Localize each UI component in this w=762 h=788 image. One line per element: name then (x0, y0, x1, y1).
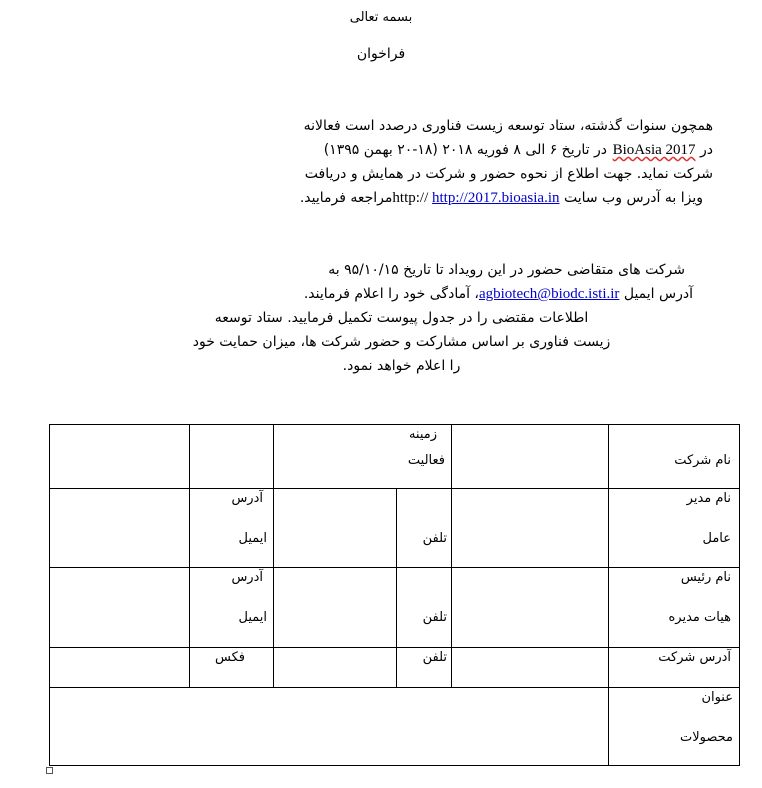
fax-label-cell (190, 648, 274, 688)
phone-label: تلفن (422, 531, 447, 546)
phone-value-cell[interactable] (274, 489, 397, 568)
intro-line-2-b: در تاریخ ۶ الی ۸ فوریه ۲۰۱۸ (۱۸-۲۰ بهمن ۱۳۹۵) (323, 142, 613, 158)
products-label-line-2: محصولات (680, 730, 733, 745)
bismillah-heading: بسمه تعالی (349, 10, 413, 25)
field-value-cell[interactable] (452, 425, 609, 489)
table-row-chair (50, 568, 740, 648)
address-label: آدرس (231, 570, 263, 585)
ceo-label-cell (609, 489, 740, 568)
intro-line-2 (324, 142, 713, 159)
field-label-cell (274, 425, 452, 489)
chair-label-line-2: هیات مدیره (668, 610, 731, 625)
ceo-label-line-1: نام مدیر (686, 491, 731, 506)
phone-value-cell[interactable] (274, 568, 397, 648)
call-line-2-a: آدرس ایمیل (619, 286, 693, 302)
field-label-line-2: فعالیت (407, 453, 445, 468)
url-prefix: http:// (392, 190, 429, 206)
company-address-label-cell (609, 648, 740, 688)
intro-line-4-b: مراجعه فرمایید. (299, 190, 393, 206)
address-email-label-cell (190, 489, 274, 568)
ceo-value-cell[interactable] (452, 489, 609, 568)
address-email-label-cell (190, 568, 274, 648)
company-name-label: نام شرکت (674, 453, 731, 468)
company-address-value-cell[interactable] (452, 648, 609, 688)
cell-empty[interactable] (50, 425, 190, 489)
call-line-5: را اعلام خواهد نمود. (342, 358, 461, 374)
chair-value-cell[interactable] (452, 568, 609, 648)
phone-label: تلفن (422, 650, 447, 665)
paragraph-intro (90, 118, 713, 213)
chair-label-line-1: نام رئیس (680, 570, 731, 585)
fax-value-cell[interactable] (50, 648, 190, 688)
company-address-label: آدرس شرکت (658, 650, 731, 665)
email-label: ایمیل (238, 610, 267, 625)
email-link[interactable]: agbiotech@biodc.isti.ir (478, 286, 620, 302)
intro-line-2-a: در (695, 142, 713, 158)
paragraph-call (90, 262, 713, 380)
bioasia-link[interactable]: http://2017.bioasia.in (432, 190, 560, 206)
intro-line-3: شرکت نماید. جهت اطلاع از نحوه حضور و شرکت در همایش و دریافت (304, 166, 713, 182)
intro-line-1: همچون سنوات گذشته، ستاد توسعه زیست فناوری درصدد است فعالانه (303, 118, 713, 134)
products-label-line-1: عنوان (701, 690, 733, 705)
call-line-1: شرکت های متقاضی حضور در این رویداد تا تاریخ ۹۵/۱۰/۱۵ به (328, 262, 685, 278)
chair-label-cell (609, 568, 740, 648)
phone-value-cell[interactable] (274, 648, 397, 688)
call-line-3: اطلاعات مقتضی را در جدول پیوست تکمیل فرمایید. ستاد توسعه (214, 310, 589, 326)
cell-empty[interactable] (190, 425, 274, 489)
table-row-company (50, 425, 740, 489)
table-row-address (50, 648, 740, 688)
phone-label-cell (397, 648, 452, 688)
phone-label-cell (397, 568, 452, 648)
call-line-2-b: ، آمادگی خود را اعلام فرمایند. (303, 286, 479, 302)
phone-label-cell (397, 489, 452, 568)
intro-line-4 (300, 190, 703, 207)
products-label-cell (609, 688, 740, 766)
table-row-products (50, 688, 740, 766)
ceo-label-line-2: عامل (702, 531, 731, 546)
intro-line-4-a: ویزا به آدرس وب سایت (559, 190, 703, 206)
event-name: BioAsia 2017 (612, 142, 696, 158)
address-email-value-cell[interactable] (50, 568, 190, 648)
email-label: ایمیل (238, 531, 267, 546)
address-label: آدرس (231, 491, 263, 506)
address-email-value-cell[interactable] (50, 489, 190, 568)
table-row-ceo (50, 489, 740, 568)
fax-label: فکس (215, 650, 245, 665)
phone-label: تلفن (422, 610, 447, 625)
company-name-cell (609, 425, 740, 489)
field-label-line-1: زمینه (408, 427, 437, 442)
company-info-table (49, 424, 740, 766)
page-title: فراخوان (356, 46, 406, 62)
products-value-cell[interactable] (50, 688, 609, 766)
paragraph-end-marker (46, 767, 53, 774)
call-line-4: زیست فناوری بر اساس مشارکت و حضور شرکت ها، میزان حمایت خود (192, 334, 611, 350)
call-line-2 (304, 286, 693, 303)
